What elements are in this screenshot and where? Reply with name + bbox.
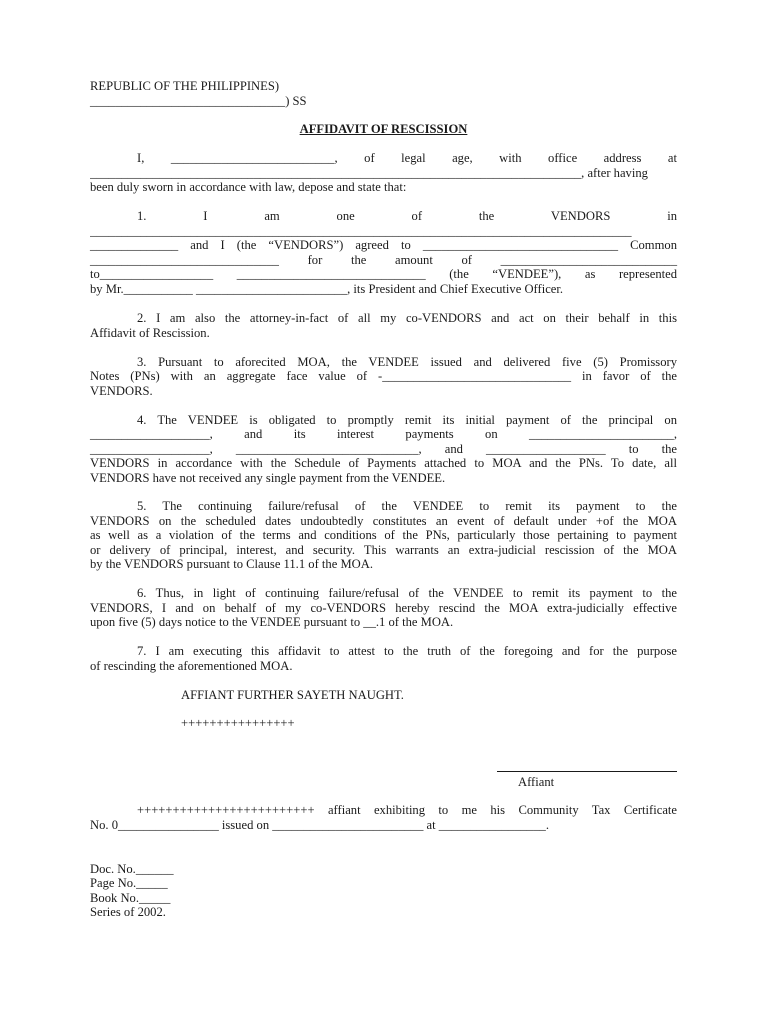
para1-line-4: ______________________________ for the amount of ____________________________ <box>90 253 677 267</box>
para2-line-2: Affidavit of Rescission. <box>90 326 210 340</box>
para1-line-3: ______________ and I (the “VENDORS”) agreed to _______________________________ Common <box>90 238 677 252</box>
page-no: Page No._____ <box>90 876 168 890</box>
intro-line-2: ______________________________________________________________________________, after having <box>90 166 648 180</box>
para5-line-4: or delivery of principal, interest, and security. This warrants an extra-judicial rescission of the MOA <box>90 543 677 557</box>
para5-line-3: as well as a violation of the terms and conditions of the PNs, particularly those pertaining to payment <box>90 528 677 542</box>
para3-line-1: 3. Pursuant to aforecited MOA, the VENDEE issued and delivered five (5) Promissory <box>137 355 677 369</box>
doc-no: Doc. No.______ <box>90 862 174 876</box>
para5-line-2: VENDORS on the scheduled dates undoubtedly constitutes an event of default under +of the MOA <box>90 514 677 528</box>
para4-line-4: VENDORS in accordance with the Schedule of Payments attached to MOA and the PNs. To date, all <box>90 456 677 470</box>
intro-line-3: been duly sworn in accordance with law, depose and state that: <box>90 180 407 194</box>
para4-line-3: ___________________, _____________________________, and ___________________ to the <box>90 442 677 456</box>
book-no: Book No._____ <box>90 891 171 905</box>
para5-line-5: by the VENDORS pursuant to Clause 11.1 of the MOA. <box>90 557 373 571</box>
intro-line-1: I, __________________________, of legal age, with office address at <box>137 151 677 165</box>
series: Series of 2002. <box>90 905 166 919</box>
affiant-signature-line <box>497 771 677 772</box>
para6-line-3: upon five (5) days notice to the VENDEE pursuant to __.1 of the MOA. <box>90 615 454 629</box>
para3-line-3: VENDORS. <box>90 384 153 398</box>
further-sayeth-naught: AFFIANT FURTHER SAYETH NAUGHT. <box>181 688 404 702</box>
para3-line-2: Notes (PNs) with an aggregate face value of -______________________________ in favor of the <box>90 369 677 383</box>
para1-line-1: 1. I am one of the VENDORS in <box>137 209 677 223</box>
venue-line-republic: REPUBLIC OF THE PHILIPPINES) <box>90 79 280 93</box>
document-title: AFFIDAVIT OF RESCISSION <box>299 122 468 136</box>
para7-line-1: 7. I am executing this affidavit to attest to the truth of the foregoing and for the purpose <box>137 644 677 658</box>
para7-line-2: of rescinding the aforementioned MOA. <box>90 659 293 673</box>
affiant-label: Affiant <box>518 775 555 789</box>
para1-line-5: to__________________ ______________________________ (the “VENDEE”), as represented <box>90 267 677 281</box>
para1-line-6: by Mr.___________ ________________________, its President and Chief Executive Officer. <box>90 282 564 296</box>
para1-line-2: ______________________________________________________________________________________ <box>90 224 632 238</box>
jurat-line-2: No. 0________________ issued on ________________________ at _________________. <box>90 818 549 832</box>
para2-line-1: 2. I am also the attorney-in-fact of all my co-VENDORS and act on their behalf in this <box>137 311 677 325</box>
plus-marker-line: ++++++++++++++++ <box>181 716 295 730</box>
jurat-line-1: +++++++++++++++++++++++++ affiant exhibiting to me his Community Tax Certificate <box>137 803 677 817</box>
para5-line-1: 5. The continuing failure/refusal of the VENDEE to remit its payment to the <box>137 499 677 513</box>
venue-line-ss: _______________________________) SS <box>90 94 307 108</box>
para6-line-1: 6. Thus, in light of continuing failure/refusal of the VENDEE to remit its payment to the <box>137 586 677 600</box>
para4-line-1: 4. The VENDEE is obligated to promptly remit its initial payment of the principal on <box>137 413 677 427</box>
para6-line-2: VENDORS, I and on behalf of my co-VENDORS hereby rescind the MOA extra-judicially effective <box>90 601 677 615</box>
para4-line-5: VENDORS have not received any single payment from the VENDEE. <box>90 471 446 485</box>
para4-line-2: ___________________, and its interest payments on _______________________, <box>90 427 677 441</box>
